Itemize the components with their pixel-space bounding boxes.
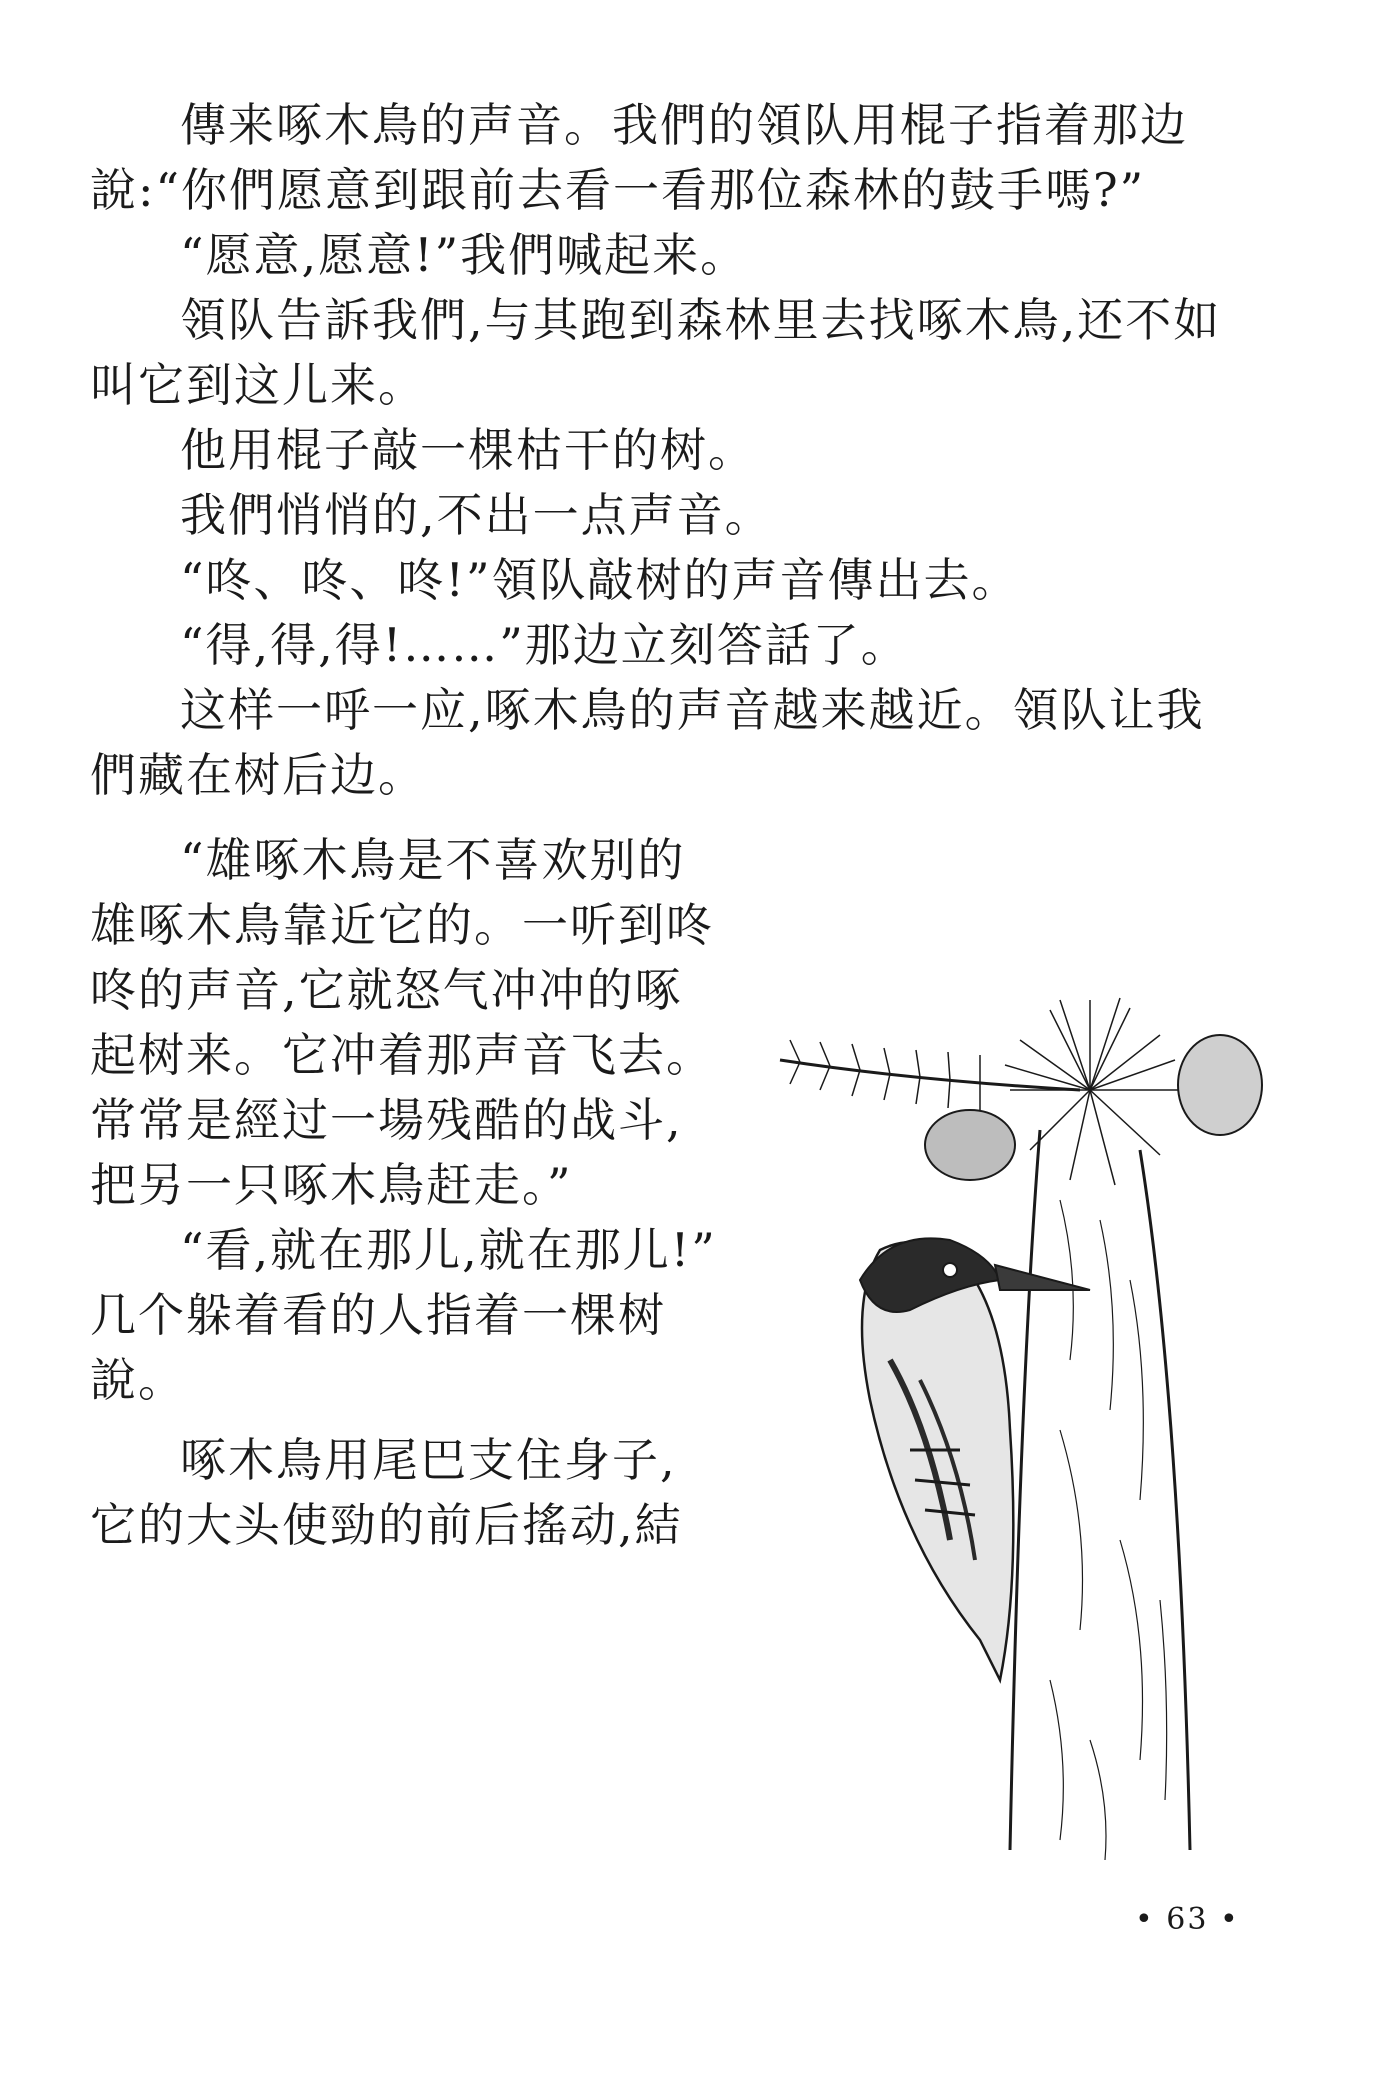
text-line: “得,得,得!……”那边立刻答話了。 bbox=[180, 618, 909, 672]
text-line: 常常是經过一場残酷的战斗, bbox=[90, 1093, 683, 1147]
text-line: 它的大头使勁的前后搖动,結 bbox=[90, 1498, 683, 1552]
text-line: 叫它到这儿来。 bbox=[90, 358, 426, 412]
text-line: 我們悄悄的,不出一点声音。 bbox=[180, 488, 773, 542]
text-line: 他用棍子敲一棵枯干的树。 bbox=[180, 423, 756, 477]
text-line: 說。 bbox=[90, 1353, 186, 1407]
text-line: “雄啄木鳥是不喜欢别的 bbox=[180, 833, 686, 887]
text-line: 这样一呼一应,啄木鳥的声音越来越近。領队让我 bbox=[180, 683, 1205, 737]
text-line: 傳来啄木鳥的声音。我們的領队用棍子指着那边 bbox=[180, 98, 1188, 152]
text-line: “愿意,愿意!”我們喊起来。 bbox=[180, 228, 749, 282]
text-line: 几个躲着看的人指着一棵树 bbox=[90, 1288, 666, 1342]
woodpecker-illustration bbox=[760, 980, 1280, 1880]
text-line: “咚、咚、咚!”領队敲树的声音傳出去。 bbox=[180, 553, 1020, 607]
text-line: 咚的声音,它就怒气冲冲的啄 bbox=[90, 963, 683, 1017]
text-line: 領队告訴我們,与其跑到森林里去找啄木鳥,还不如 bbox=[180, 293, 1222, 347]
page-number: • 63 • bbox=[1135, 1902, 1240, 1937]
text-line: 起树来。它冲着那声音飞去。 bbox=[90, 1028, 714, 1082]
text-line: “看,就在那儿,就在那儿!” bbox=[180, 1223, 717, 1277]
text-line: 啄木鳥用尾巴支住身子, bbox=[180, 1433, 677, 1487]
text-line: 把另一只啄木鳥赶走。” bbox=[90, 1158, 573, 1212]
text-line: 雄啄木鳥靠近它的。一听到咚 bbox=[90, 898, 714, 952]
text-line: 們藏在树后边。 bbox=[90, 748, 426, 802]
text-line: 說:“你們愿意到跟前去看一看那位森林的鼓手嗎?” bbox=[90, 163, 1146, 217]
